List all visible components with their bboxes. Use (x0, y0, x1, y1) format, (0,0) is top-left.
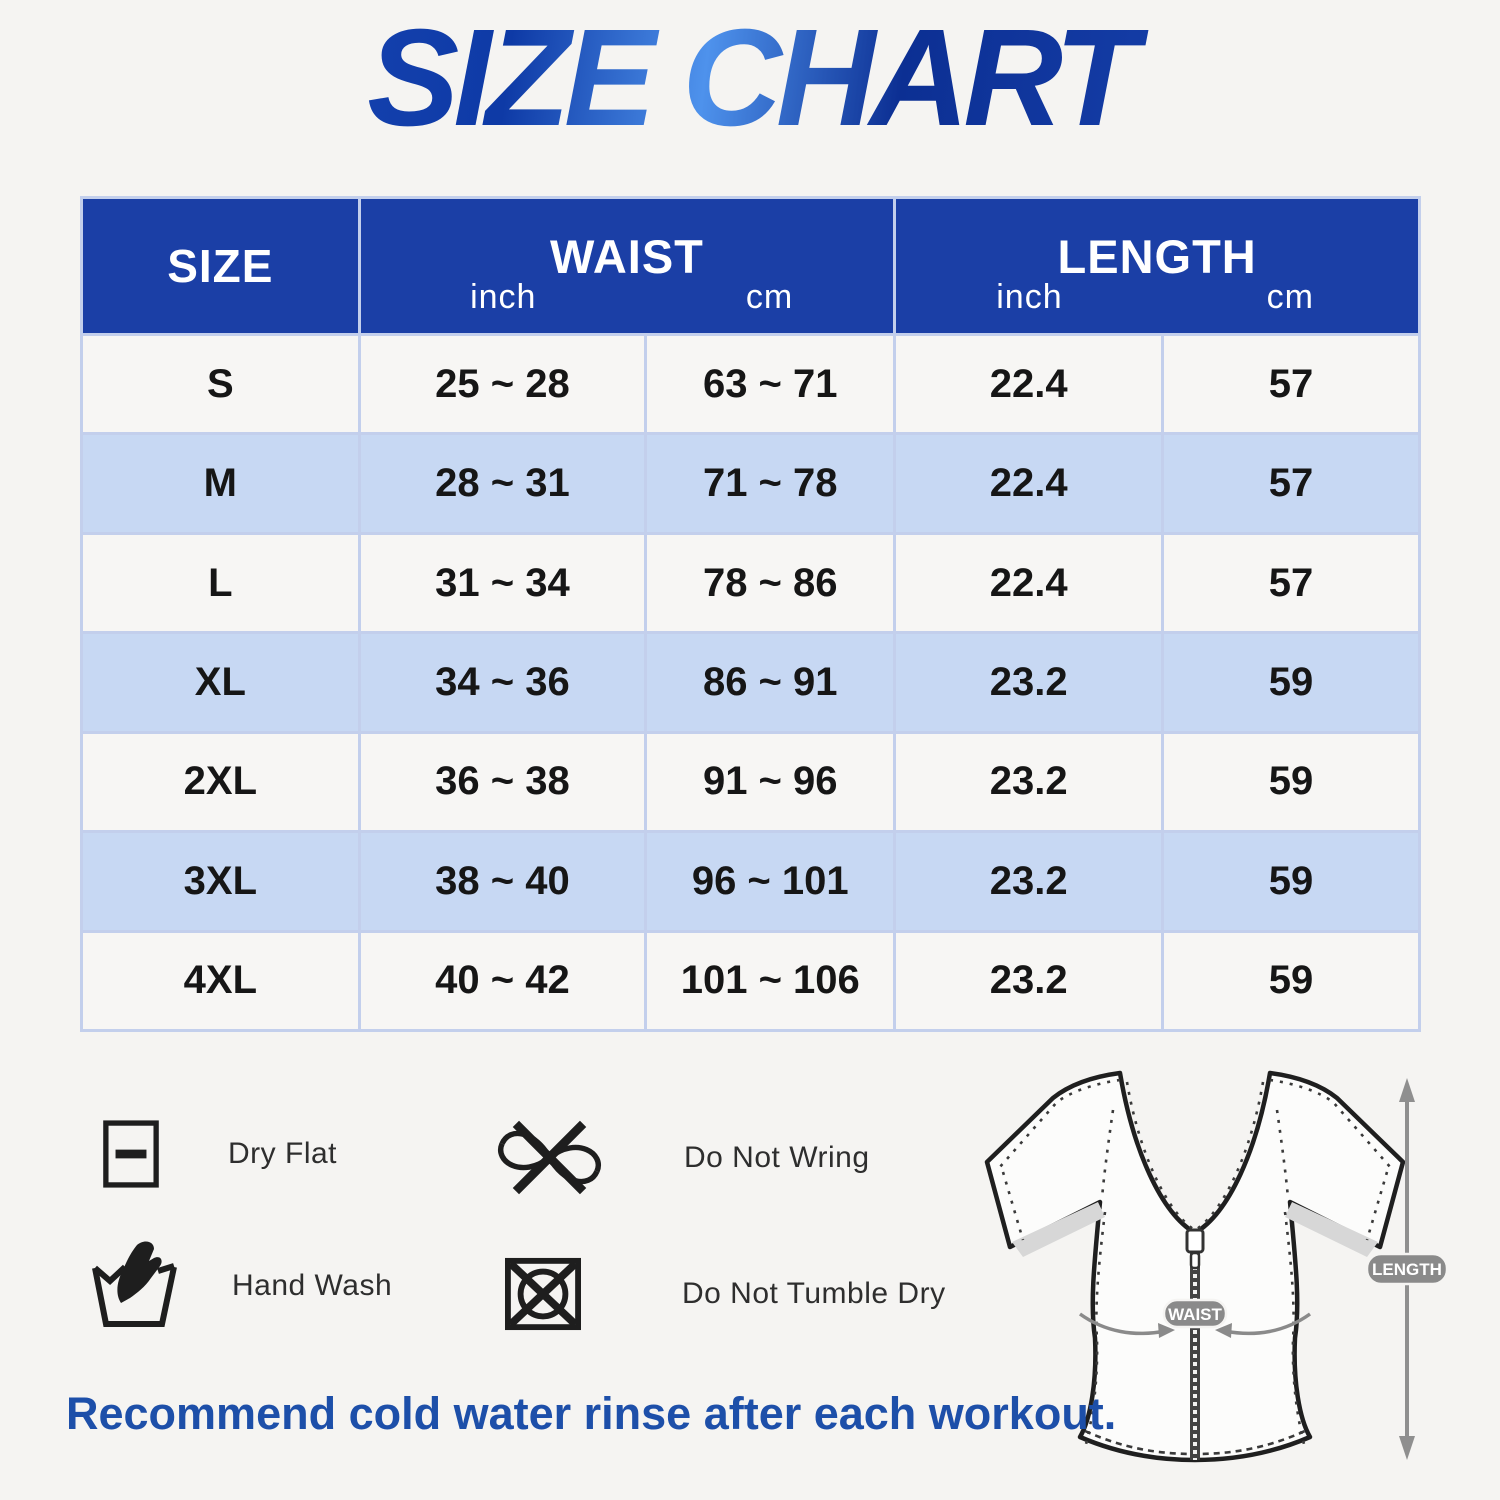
waist-badge-label: WAIST (1168, 1305, 1222, 1324)
length-badge (1367, 1254, 1447, 1284)
length-badge-label: LENGTH (1372, 1260, 1442, 1279)
care-item-do-not-tumble-dry (503, 1256, 946, 1332)
cell-length-inch: 22.4 (896, 435, 1161, 531)
waist-unit-inch: inch (470, 278, 537, 316)
do-not-tumble-dry-icon (503, 1256, 583, 1332)
length-group-label: LENGTH (1057, 230, 1257, 283)
cell-waist-cm: 101 ~ 106 (647, 933, 893, 1029)
size-table (80, 196, 1421, 1032)
cell-waist-cm: 86 ~ 91 (647, 634, 893, 730)
cell-length-inch: 22.4 (896, 336, 1161, 432)
cell-size: M (83, 435, 358, 531)
cell-waist-cm: 91 ~ 96 (647, 734, 893, 830)
cell-waist-inch: 34 ~ 36 (361, 634, 645, 730)
dry-flat-icon (102, 1119, 160, 1189)
care-label: Do Not Wring (684, 1141, 870, 1174)
cell-waist-inch: 28 ~ 31 (361, 435, 645, 531)
cell-length-cm: 59 (1164, 734, 1418, 830)
cell-size: 4XL (83, 933, 358, 1029)
length-units (896, 278, 1418, 317)
cell-length-cm: 59 (1164, 933, 1418, 1029)
cell-length-cm: 57 (1164, 336, 1418, 432)
cell-length-inch: 23.2 (896, 833, 1161, 929)
cell-waist-cm: 71 ~ 78 (647, 435, 893, 531)
footnote-text: Recommend cold water rinse after each workout. (66, 1388, 1117, 1439)
cell-length-inch: 23.2 (896, 734, 1161, 830)
cell-waist-inch: 31 ~ 34 (361, 535, 645, 631)
cell-waist-inch: 36 ~ 38 (361, 734, 645, 830)
cell-waist-inch: 40 ~ 42 (361, 933, 645, 1029)
care-label: Dry Flat (228, 1137, 337, 1170)
table-header-length (896, 199, 1418, 333)
cell-size: 2XL (83, 734, 358, 830)
cell-length-inch: 23.2 (896, 634, 1161, 730)
cell-waist-inch: 38 ~ 40 (361, 833, 645, 929)
cell-length-inch: 22.4 (896, 535, 1161, 631)
cell-length-cm: 57 (1164, 535, 1418, 631)
table-header-size: SIZE (83, 199, 358, 333)
waist-units (361, 278, 894, 317)
cell-waist-inch: 25 ~ 28 (361, 336, 645, 432)
care-item-dry-flat (102, 1119, 337, 1189)
care-label: Hand Wash (232, 1269, 393, 1302)
cell-size: XL (83, 634, 358, 730)
cell-size: S (83, 336, 358, 432)
cell-length-cm: 59 (1164, 833, 1418, 929)
waist-unit-cm: cm (745, 278, 794, 316)
page-title: SIZE CHART (0, 0, 1500, 158)
cell-length-inch: 23.2 (896, 933, 1161, 1029)
waist-badge (1164, 1300, 1226, 1327)
cell-length-cm: 59 (1164, 634, 1418, 730)
care-item-do-not-wring (492, 1116, 870, 1200)
care-item-hand-wash (90, 1240, 392, 1332)
care-label: Do Not Tumble Dry (682, 1277, 946, 1310)
table-header-waist (361, 199, 894, 333)
length-unit-cm: cm (1266, 278, 1314, 316)
length-unit-inch: inch (996, 278, 1063, 316)
cell-waist-cm: 78 ~ 86 (647, 535, 893, 631)
cell-waist-cm: 63 ~ 71 (647, 336, 893, 432)
waist-group-label: WAIST (550, 230, 704, 283)
do-not-wring-icon (492, 1116, 606, 1200)
cell-length-cm: 57 (1164, 435, 1418, 531)
cell-waist-cm: 96 ~ 101 (647, 833, 893, 929)
cell-size: 3XL (83, 833, 358, 929)
hand-wash-icon (90, 1240, 180, 1332)
cell-size: L (83, 535, 358, 631)
